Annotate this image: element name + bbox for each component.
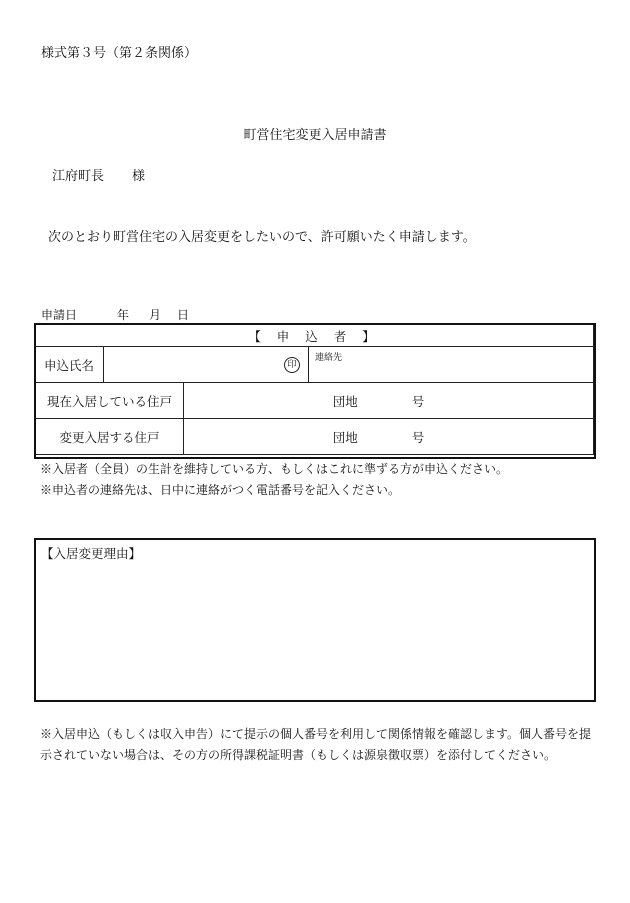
current-residence-label: 現在入居している住戸 — [36, 383, 184, 419]
change-residence-label: 変更入居する住戸 — [36, 419, 184, 455]
current-go-label: 号 — [411, 393, 425, 409]
date-day-label: 日 — [177, 308, 190, 322]
reason-box[interactable] — [34, 538, 596, 702]
date-year-label: 年 — [117, 308, 130, 322]
change-danchi-label: 団地 — [332, 429, 358, 445]
applicant-header: 【 申 込 者 】 — [36, 325, 594, 347]
change-go-label: 号 — [411, 429, 425, 445]
change-residence-field[interactable] — [184, 419, 594, 455]
seal-mark: 印 — [284, 357, 300, 373]
current-danchi-label: 団地 — [332, 393, 358, 409]
contact-label: 連絡先 — [315, 353, 343, 363]
form-number: 様式第３号（第２条関係） — [41, 46, 198, 61]
application-date — [41, 306, 189, 323]
contact-field[interactable] — [309, 347, 594, 383]
reason-label: 【入居変更理由】 — [41, 546, 142, 561]
addressee — [52, 165, 145, 184]
bottom-note: ※入居申込（もしくは収入申告）にて提示の個人番号を利用して関係情報を確認します。個人番号を提示されていない場合は、その方の所得課税証明書（もしくは源泉徴収票）を添付してください。 — [40, 727, 592, 762]
addressee-honorific: 様 — [132, 169, 146, 184]
date-month-label: 月 — [149, 308, 162, 322]
application-date-label: 申請日 — [41, 308, 78, 322]
applicant-name-field[interactable] — [104, 347, 309, 383]
addressee-name: 江府町長 — [52, 169, 105, 184]
applicant-name-label: 申込氏名 — [36, 347, 104, 383]
applicant-table — [35, 324, 594, 455]
current-residence-field[interactable] — [184, 383, 594, 419]
note-line: ※入居者（全員）の生計を維持している方、もしくはこれに準ずる方が申込ください。 — [40, 462, 509, 476]
note-line: ※申込者の連絡先は、日中に連絡がつく電話番号を記入ください。 — [40, 483, 401, 497]
document-title: 町営住宅変更入居申請書 — [243, 128, 387, 143]
intro-text: 次のとおり町営住宅の入居変更をしたいので、許可願いたく申請します。 — [48, 230, 476, 245]
